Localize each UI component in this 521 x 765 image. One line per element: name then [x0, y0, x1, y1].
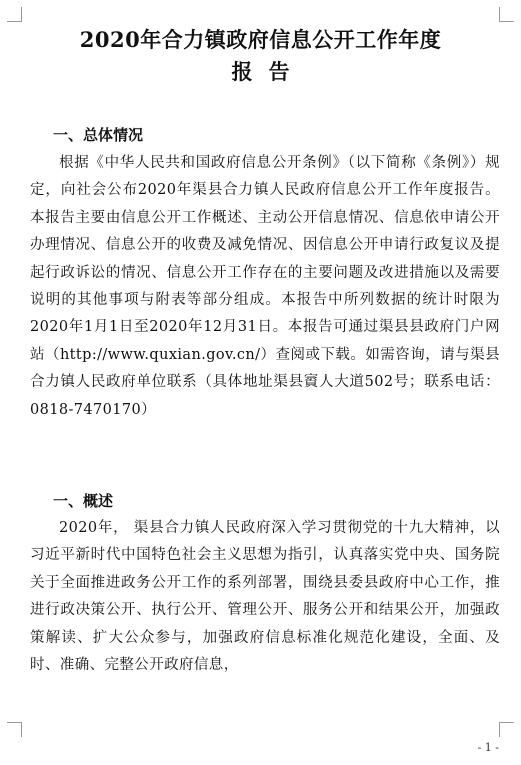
- crop-mark-top-right: [499, 7, 514, 22]
- report-title-line2: 报告: [231, 59, 306, 84]
- section-paragraph-summary: 2020年， 渠县合力镇人民政府深入学习贯彻党的十九大精神，以习近平新时代中国特色社会主义思想为指引，认真落实党中央、国务院关于全面推进政务公开工作的系列部署，围绕县委县政府中心工作，推进行政决策公开、执行公开、管理公开、服务公开和结果公开，加强政策解读、扩大公众参与，加强政府信息标准化规范化建设，全面、及时、准确、完整公开政府信息，: [30, 520, 500, 674]
- crop-mark-bottom-left: [7, 722, 22, 737]
- section-heading-summary: 一、概述: [53, 492, 114, 510]
- page-number: - 1 -: [477, 741, 499, 754]
- report-title-line1: 2020年合力镇政府信息公开工作年度: [79, 27, 442, 52]
- crop-mark-top-left: [7, 7, 22, 22]
- section-paragraph-overview-status: 根据《中华人民共和国政府信息公开条例》（以下简称《条例》）规定，向社会公布2020年渠县合力镇人民政府信息公开工作年度报告。本报告主要由信息公开工作概述、主动公开信息情况、信息依申请公开办理情况、信息公开的收费及减免情况、因信息公开申请行政复议及提起行政诉讼的情况、信息公开工作存在的主要问题及改进措施以及需要说明的其他事项与附表等部分组成。本报告中所列数据的统计时限为2020年1月1日至2020年12月31日。本报告可通过渠县县政府门户网站（http://www.quxian.gov.cn/）查阅或下载。如需咨询，请与渠县合力镇人民政府单位联系（具体地址渠县賨人大道502号；联系电话：0818-7470170）: [30, 155, 500, 418]
- section-heading-overview-status: 一、总体情况: [53, 126, 144, 144]
- crop-mark-bottom-right: [499, 722, 514, 737]
